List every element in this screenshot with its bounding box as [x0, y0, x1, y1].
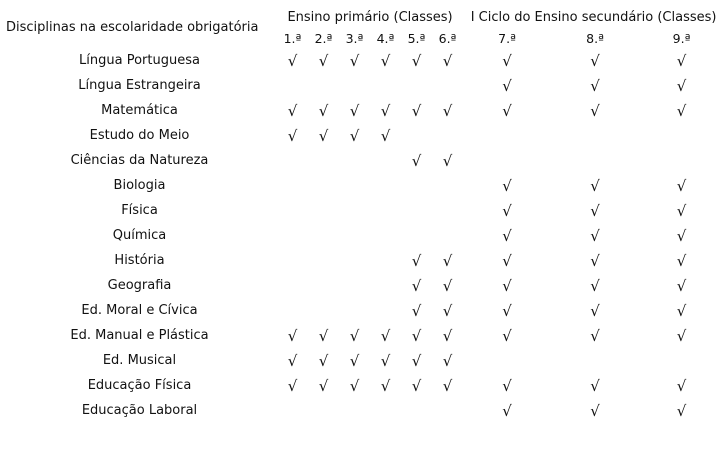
- empty-cell: [401, 223, 432, 248]
- check-mark-icon: √: [676, 276, 687, 295]
- check-mark-icon: √: [590, 76, 600, 95]
- check-mark-icon: √: [380, 351, 391, 370]
- empty-cell: [370, 173, 401, 198]
- check-mark-icon: √: [590, 101, 600, 120]
- check-mark-icon: √: [590, 326, 600, 345]
- table-row: [2, 373, 724, 398]
- table-row: [2, 73, 724, 98]
- check-mark-icon: √: [442, 51, 453, 70]
- check-mark-icon: √: [411, 351, 422, 370]
- empty-cell: [308, 73, 339, 98]
- table-row: [2, 198, 724, 223]
- curriculum-table: [2, 6, 724, 423]
- empty-cell: [277, 248, 308, 273]
- check-mark-icon: √: [287, 126, 298, 145]
- subject-cell: Matemática: [101, 103, 178, 118]
- check-mark-icon: √: [318, 351, 329, 370]
- empty-cell: [370, 273, 401, 298]
- check-mark-icon: √: [380, 126, 391, 145]
- empty-cell: [401, 73, 432, 98]
- group-header-secondary: I Ciclo do Ensino secundário (Classes): [470, 9, 717, 25]
- check-mark-icon: √: [287, 326, 298, 345]
- grade-header: 2.ª: [314, 30, 333, 46]
- empty-cell: [308, 148, 339, 173]
- check-mark-icon: √: [442, 301, 453, 320]
- header-group-row: [2, 6, 724, 28]
- grade-header: 1.ª: [283, 30, 302, 46]
- empty-cell: [370, 198, 401, 223]
- subject-cell: Educação Física: [87, 378, 192, 393]
- check-mark-icon: √: [411, 51, 422, 70]
- empty-cell: [432, 223, 463, 248]
- grade-header: 4.ª: [376, 30, 395, 46]
- empty-cell: [551, 148, 639, 173]
- empty-cell: [339, 148, 370, 173]
- check-mark-icon: √: [590, 276, 600, 295]
- table-header: [2, 6, 724, 48]
- check-mark-icon: √: [411, 251, 422, 270]
- check-mark-icon: √: [676, 251, 687, 270]
- subject-cell: Ed. Moral e Cívica: [81, 303, 198, 318]
- check-mark-icon: √: [318, 326, 329, 345]
- table-row: [2, 273, 724, 298]
- check-mark-icon: √: [676, 76, 687, 95]
- check-mark-icon: √: [590, 251, 600, 270]
- check-mark-icon: √: [676, 401, 687, 420]
- check-mark-icon: √: [676, 201, 687, 220]
- empty-cell: [339, 398, 370, 423]
- grade-header: 9.ª: [672, 30, 691, 46]
- empty-cell: [339, 273, 370, 298]
- check-mark-icon: √: [380, 376, 391, 395]
- empty-cell: [308, 398, 339, 423]
- table-body: [2, 48, 724, 423]
- check-mark-icon: √: [676, 301, 687, 320]
- empty-cell: [339, 223, 370, 248]
- empty-cell: [432, 398, 463, 423]
- subject-cell: Educação Laboral: [81, 403, 198, 418]
- empty-cell: [639, 148, 724, 173]
- empty-cell: [401, 173, 432, 198]
- empty-cell: [370, 298, 401, 323]
- subject-cell: Língua Portuguesa: [79, 53, 200, 68]
- check-mark-icon: √: [380, 101, 391, 120]
- empty-cell: [308, 273, 339, 298]
- empty-cell: [277, 148, 308, 173]
- check-mark-icon: √: [318, 126, 329, 145]
- check-mark-icon: √: [287, 101, 298, 120]
- check-mark-icon: √: [590, 201, 600, 220]
- check-mark-icon: √: [502, 51, 512, 70]
- table-row: [2, 98, 724, 123]
- subject-cell: Ciências da Natureza: [70, 153, 209, 168]
- subject-cell: Ed. Musical: [102, 353, 177, 368]
- empty-cell: [432, 123, 463, 148]
- check-mark-icon: √: [318, 376, 329, 395]
- check-mark-icon: √: [502, 301, 512, 320]
- check-mark-icon: √: [442, 376, 453, 395]
- check-mark-icon: √: [502, 376, 512, 395]
- empty-cell: [277, 298, 308, 323]
- check-mark-icon: √: [676, 326, 687, 345]
- check-mark-icon: √: [287, 351, 298, 370]
- table-row: [2, 123, 724, 148]
- check-mark-icon: √: [411, 326, 422, 345]
- empty-cell: [370, 148, 401, 173]
- check-mark-icon: √: [502, 401, 512, 420]
- check-mark-icon: √: [442, 151, 453, 170]
- check-mark-icon: √: [411, 276, 422, 295]
- check-mark-icon: √: [349, 351, 360, 370]
- check-mark-icon: √: [287, 376, 298, 395]
- grade-header: 5.ª: [407, 30, 426, 46]
- check-mark-icon: √: [590, 376, 600, 395]
- subject-cell: Biologia: [113, 178, 166, 193]
- empty-cell: [277, 198, 308, 223]
- check-mark-icon: √: [590, 401, 600, 420]
- grade-header: 6.ª: [438, 30, 457, 46]
- check-mark-icon: √: [442, 276, 453, 295]
- check-mark-icon: √: [676, 101, 687, 120]
- check-mark-icon: √: [349, 326, 360, 345]
- table-row: [2, 398, 724, 423]
- table-row: [2, 148, 724, 173]
- empty-cell: [308, 198, 339, 223]
- grade-header: 8.ª: [586, 30, 604, 46]
- subject-cell: Química: [112, 228, 167, 243]
- check-mark-icon: √: [676, 226, 687, 245]
- check-mark-icon: √: [590, 226, 600, 245]
- subject-cell: Estudo do Meio: [89, 128, 190, 143]
- check-mark-icon: √: [502, 101, 512, 120]
- subject-cell: Ed. Manual e Plástica: [70, 328, 209, 343]
- empty-cell: [401, 123, 432, 148]
- subject-cell: Geografia: [107, 278, 172, 293]
- empty-cell: [339, 198, 370, 223]
- grade-header: 7.ª: [498, 30, 516, 46]
- table-row: [2, 348, 724, 373]
- empty-cell: [339, 298, 370, 323]
- empty-cell: [370, 73, 401, 98]
- empty-cell: [277, 398, 308, 423]
- empty-cell: [432, 73, 463, 98]
- check-mark-icon: √: [502, 201, 512, 220]
- empty-cell: [277, 273, 308, 298]
- check-mark-icon: √: [349, 101, 360, 120]
- empty-cell: [551, 348, 639, 373]
- check-mark-icon: √: [676, 376, 687, 395]
- check-mark-icon: √: [502, 226, 512, 245]
- check-mark-icon: √: [676, 176, 687, 195]
- empty-cell: [370, 398, 401, 423]
- empty-cell: [370, 223, 401, 248]
- empty-cell: [463, 123, 551, 148]
- check-mark-icon: √: [442, 101, 453, 120]
- table-row: [2, 323, 724, 348]
- check-mark-icon: √: [590, 176, 600, 195]
- check-mark-icon: √: [380, 326, 391, 345]
- check-mark-icon: √: [502, 176, 512, 195]
- check-mark-icon: √: [502, 326, 512, 345]
- empty-cell: [551, 123, 639, 148]
- empty-cell: [401, 398, 432, 423]
- empty-cell: [339, 73, 370, 98]
- check-mark-icon: √: [442, 351, 453, 370]
- check-mark-icon: √: [502, 76, 512, 95]
- check-mark-icon: √: [318, 101, 329, 120]
- table-row: [2, 173, 724, 198]
- empty-cell: [308, 298, 339, 323]
- empty-cell: [308, 248, 339, 273]
- check-mark-icon: √: [349, 126, 360, 145]
- table-row: [2, 48, 724, 73]
- empty-cell: [463, 348, 551, 373]
- table-row: [2, 298, 724, 323]
- check-mark-icon: √: [411, 151, 422, 170]
- empty-cell: [277, 223, 308, 248]
- check-mark-icon: √: [349, 376, 360, 395]
- subjects-column-header: Disciplinas na escolaridade obrigatória: [6, 19, 259, 35]
- check-mark-icon: √: [676, 51, 687, 70]
- check-mark-icon: √: [411, 101, 422, 120]
- check-mark-icon: √: [411, 376, 422, 395]
- empty-cell: [277, 73, 308, 98]
- empty-cell: [401, 198, 432, 223]
- check-mark-icon: √: [590, 51, 600, 70]
- check-mark-icon: √: [411, 301, 422, 320]
- check-mark-icon: √: [502, 251, 512, 270]
- check-mark-icon: √: [502, 276, 512, 295]
- check-mark-icon: √: [442, 251, 453, 270]
- check-mark-icon: √: [380, 51, 391, 70]
- subject-cell: História: [114, 253, 165, 268]
- check-mark-icon: √: [318, 51, 329, 70]
- empty-cell: [339, 248, 370, 273]
- empty-cell: [432, 198, 463, 223]
- check-mark-icon: √: [442, 326, 453, 345]
- grade-header: 3.ª: [345, 30, 364, 46]
- empty-cell: [463, 148, 551, 173]
- check-mark-icon: √: [287, 51, 298, 70]
- empty-cell: [277, 173, 308, 198]
- empty-cell: [308, 173, 339, 198]
- group-header-primary: Ensino primário (Classes): [287, 9, 453, 25]
- subject-cell: Física: [121, 203, 158, 218]
- empty-cell: [339, 173, 370, 198]
- table-row: [2, 248, 724, 273]
- empty-cell: [370, 248, 401, 273]
- check-mark-icon: √: [349, 51, 360, 70]
- empty-cell: [308, 223, 339, 248]
- table-row: [2, 223, 724, 248]
- check-mark-icon: √: [590, 301, 600, 320]
- subject-cell: Língua Estrangeira: [78, 78, 201, 93]
- empty-cell: [432, 173, 463, 198]
- empty-cell: [639, 123, 724, 148]
- empty-cell: [639, 348, 724, 373]
